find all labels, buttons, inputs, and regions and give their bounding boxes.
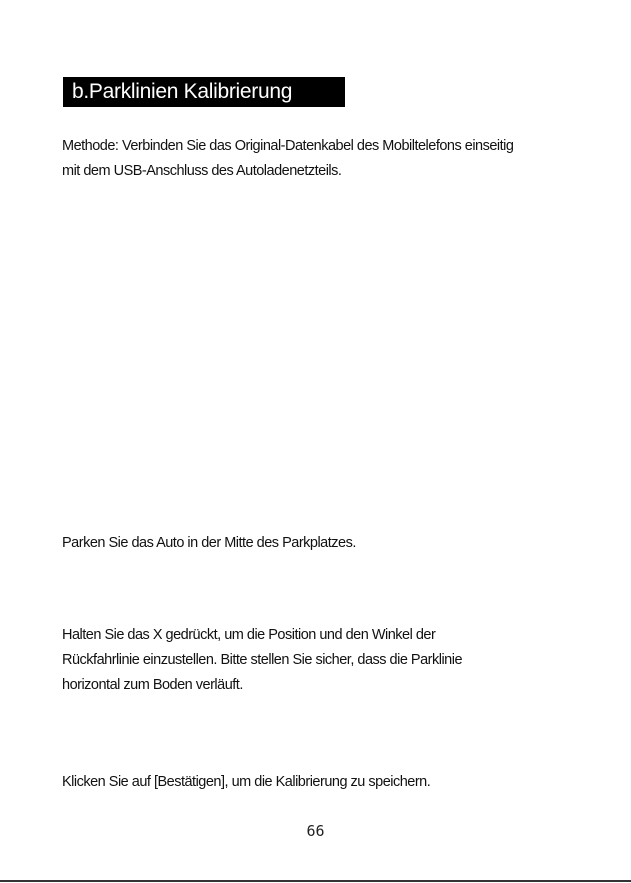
- method-line-1: Methode: Verbinden Sie das Original-Datenkabel des Mobiltelefons einseitig: [62, 138, 514, 154]
- hold-line-1: Halten Sie das X gedrückt, um die Position und den Winkel der: [62, 627, 436, 643]
- page-number: 66: [306, 822, 325, 840]
- hold-line-2: Rückfahrlinie einzustellen. Bitte stellen Sie sicher, dass die Parklinie: [62, 652, 463, 668]
- confirm-line-1: Klicken Sie auf [Bestätigen], um die Kalibrierung zu speichern.: [62, 774, 431, 790]
- method-line-2: mit dem USB-Anschluss des Autoladenetzteils.: [62, 163, 342, 179]
- park-line-1: Parken Sie das Auto in der Mitte des Parkplatzes.: [62, 535, 356, 551]
- section-heading: b.Parklinien Kalibrierung: [63, 77, 345, 107]
- confirm-paragraph: [62, 770, 430, 795]
- hold-paragraph: [62, 623, 462, 698]
- method-paragraph: [62, 134, 513, 184]
- hold-line-3: horizontal zum Boden verläuft.: [62, 677, 243, 693]
- park-paragraph: [62, 531, 356, 556]
- bottom-divider: [0, 880, 631, 882]
